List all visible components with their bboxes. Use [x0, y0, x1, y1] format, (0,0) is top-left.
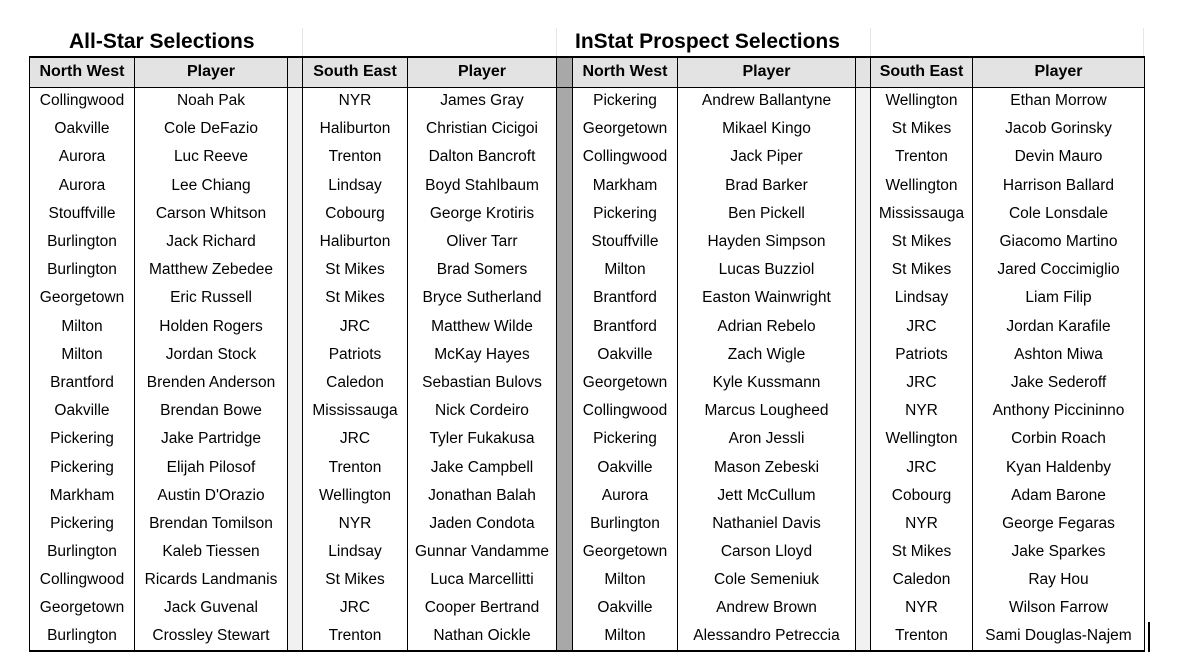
instat-team-cell: Oakville [573, 594, 678, 622]
instat-team-cell: JRC [871, 313, 973, 341]
all-star-player-cell: Brad Somers [408, 256, 557, 284]
spacer-column [288, 341, 303, 369]
section-divider [557, 172, 573, 200]
all-star-team-cell: Markham [30, 482, 135, 510]
instat-player-cell: Jordan Karafile [973, 313, 1145, 341]
all-star-player-cell: Holden Rogers [135, 313, 288, 341]
section-divider [557, 594, 573, 622]
all-star-player-cell: Crossley Stewart [135, 623, 288, 651]
instat-team-cell: Pickering [573, 425, 678, 453]
instat-player-cell: Kyle Kussmann [678, 369, 856, 397]
all-star-team-cell: NYR [303, 87, 408, 115]
section-divider [557, 228, 573, 256]
instat-team-cell: Markham [573, 172, 678, 200]
all-star-team-cell: Stouffville [30, 200, 135, 228]
table-row [30, 256, 1145, 284]
spacer-column [856, 115, 871, 143]
spacer-column [288, 256, 303, 284]
title-row [29, 28, 1144, 56]
instat-title: InStat Prospect Selections [575, 30, 840, 53]
column-header-south-east: South East [871, 57, 973, 87]
instat-player-cell: Andrew Ballantyne [678, 87, 856, 115]
spacer-column [288, 284, 303, 312]
table-row [30, 87, 1145, 115]
instat-team-cell: Trenton [871, 143, 973, 171]
all-star-team-cell: Oakville [30, 115, 135, 143]
cursor-mark [1148, 622, 1150, 652]
instat-player-cell: Aron Jessli [678, 425, 856, 453]
instat-player-cell: Liam Filip [973, 284, 1145, 312]
table-body [30, 87, 1145, 651]
instat-team-cell: Milton [573, 566, 678, 594]
instat-player-cell: Marcus Lougheed [678, 397, 856, 425]
title-cell-divider [302, 28, 303, 56]
spacer-column [856, 256, 871, 284]
table-row [30, 482, 1145, 510]
all-star-player-cell: Jack Richard [135, 228, 288, 256]
section-divider [557, 284, 573, 312]
instat-player-cell: Nathaniel Davis [678, 510, 856, 538]
all-star-player-cell: Jake Partridge [135, 425, 288, 453]
column-header-player: Player [408, 57, 557, 87]
all-star-team-cell: Patriots [303, 341, 408, 369]
table-row [30, 313, 1145, 341]
section-divider [557, 341, 573, 369]
spacer-column [856, 538, 871, 566]
section-divider [557, 313, 573, 341]
column-header-player: Player [678, 57, 856, 87]
instat-team-cell: Stouffville [573, 228, 678, 256]
all-star-team-cell: Mississauga [303, 397, 408, 425]
all-star-player-cell: Jordan Stock [135, 341, 288, 369]
all-star-player-cell: Luc Reeve [135, 143, 288, 171]
instat-team-cell: Mississauga [871, 200, 973, 228]
all-star-team-cell: Pickering [30, 425, 135, 453]
all-star-team-cell: JRC [303, 313, 408, 341]
all-star-team-cell: Wellington [303, 482, 408, 510]
table-row [30, 369, 1145, 397]
spacer-column [856, 200, 871, 228]
table-row [30, 538, 1145, 566]
all-star-player-cell: Carson Whitson [135, 200, 288, 228]
all-star-player-cell: Austin D'Orazio [135, 482, 288, 510]
all-star-team-cell: Burlington [30, 228, 135, 256]
all-star-team-cell: Lindsay [303, 538, 408, 566]
section-divider [557, 87, 573, 115]
instat-team-cell: St Mikes [871, 538, 973, 566]
all-star-player-cell: Noah Pak [135, 87, 288, 115]
table-row [30, 623, 1145, 651]
instat-player-cell: Andrew Brown [678, 594, 856, 622]
instat-team-cell: Aurora [573, 482, 678, 510]
all-star-team-cell: Aurora [30, 143, 135, 171]
spacer-column [288, 115, 303, 143]
title-cell-divider [870, 28, 871, 56]
all-star-player-cell: Christian Cicigoi [408, 115, 557, 143]
all-star-player-cell: Lee Chiang [135, 172, 288, 200]
all-star-team-cell: NYR [303, 510, 408, 538]
all-star-player-cell: Dalton Bancroft [408, 143, 557, 171]
all-star-team-cell: Burlington [30, 538, 135, 566]
instat-player-cell: Sami Douglas-Najem [973, 623, 1145, 651]
table-row [30, 566, 1145, 594]
instat-player-cell: Jared Coccimiglio [973, 256, 1145, 284]
all-star-player-cell: Brenden Anderson [135, 369, 288, 397]
spacer-column [856, 87, 871, 115]
spacer-column [288, 228, 303, 256]
spacer-column [288, 453, 303, 481]
all-star-team-cell: Pickering [30, 510, 135, 538]
table-row [30, 425, 1145, 453]
spacer-column [856, 397, 871, 425]
all-star-player-cell: Brendan Bowe [135, 397, 288, 425]
instat-team-cell: Lindsay [871, 284, 973, 312]
spacer-column [856, 57, 871, 87]
instat-team-cell: Georgetown [573, 538, 678, 566]
instat-team-cell: Wellington [871, 87, 973, 115]
spacer-column [288, 172, 303, 200]
spacer-column [856, 172, 871, 200]
section-divider [557, 397, 573, 425]
instat-player-cell: Mason Zebeski [678, 453, 856, 481]
title-cell-divider [1143, 28, 1144, 56]
spacer-column [856, 425, 871, 453]
column-header-north-west: North West [573, 57, 678, 87]
spacer-column [856, 228, 871, 256]
all-star-player-cell: Nick Cordeiro [408, 397, 557, 425]
all-star-player-cell: George Krotiris [408, 200, 557, 228]
spacer-column [856, 594, 871, 622]
instat-player-cell: Brad Barker [678, 172, 856, 200]
spacer-column [856, 453, 871, 481]
all-star-team-cell: Trenton [303, 623, 408, 651]
spacer-column [288, 510, 303, 538]
all-star-player-cell: Nathan Oickle [408, 623, 557, 651]
all-star-team-cell: Brantford [30, 369, 135, 397]
section-divider [557, 623, 573, 651]
spacer-column [288, 397, 303, 425]
instat-team-cell: JRC [871, 453, 973, 481]
instat-team-cell: Brantford [573, 313, 678, 341]
column-header-north-west: North West [30, 57, 135, 87]
instat-player-cell: Jack Piper [678, 143, 856, 171]
instat-player-cell: Anthony Piccininno [973, 397, 1145, 425]
all-star-player-cell: Gunnar Vandamme [408, 538, 557, 566]
section-divider [557, 425, 573, 453]
instat-player-cell: Wilson Farrow [973, 594, 1145, 622]
instat-team-cell: Collingwood [573, 143, 678, 171]
spacer-column [288, 566, 303, 594]
instat-team-cell: NYR [871, 510, 973, 538]
table-row [30, 200, 1145, 228]
all-star-team-cell: Pickering [30, 453, 135, 481]
instat-team-cell: Trenton [871, 623, 973, 651]
all-star-player-cell: Brendan Tomilson [135, 510, 288, 538]
instat-player-cell: Adam Barone [973, 482, 1145, 510]
instat-player-cell: Devin Mauro [973, 143, 1145, 171]
spacer-column [288, 200, 303, 228]
spacer-column [856, 510, 871, 538]
table-row [30, 115, 1145, 143]
column-header-player: Player [973, 57, 1145, 87]
all-star-player-cell: Cole DeFazio [135, 115, 288, 143]
all-star-player-cell: Jaden Condota [408, 510, 557, 538]
header-row [30, 57, 1145, 87]
all-star-player-cell: Kaleb Tiessen [135, 538, 288, 566]
instat-team-cell: Oakville [573, 453, 678, 481]
instat-team-cell: Collingwood [573, 397, 678, 425]
title-cell-divider [556, 28, 557, 56]
instat-player-cell: Adrian Rebelo [678, 313, 856, 341]
section-divider [557, 510, 573, 538]
section-divider [557, 115, 573, 143]
instat-team-cell: Brantford [573, 284, 678, 312]
table-row [30, 397, 1145, 425]
all-star-team-cell: Burlington [30, 256, 135, 284]
selections-table [29, 56, 1145, 652]
all-star-team-cell: Milton [30, 341, 135, 369]
spacer-column [288, 594, 303, 622]
instat-team-cell: St Mikes [871, 256, 973, 284]
all-star-team-cell: Haliburton [303, 115, 408, 143]
instat-team-cell: Patriots [871, 341, 973, 369]
table-row [30, 453, 1145, 481]
spacer-column [856, 341, 871, 369]
table-row [30, 510, 1145, 538]
all-star-team-cell: St Mikes [303, 256, 408, 284]
all-star-team-cell: Trenton [303, 453, 408, 481]
all-star-team-cell: Burlington [30, 623, 135, 651]
instat-team-cell: Georgetown [573, 369, 678, 397]
instat-player-cell: George Fegaras [973, 510, 1145, 538]
all-star-player-cell: Boyd Stahlbaum [408, 172, 557, 200]
table-row [30, 143, 1145, 171]
all-star-team-cell: Caledon [303, 369, 408, 397]
all-star-team-cell: Trenton [303, 143, 408, 171]
all-star-player-cell: Cooper Bertrand [408, 594, 557, 622]
instat-player-cell: Cole Lonsdale [973, 200, 1145, 228]
instat-team-cell: Cobourg [871, 482, 973, 510]
section-divider [557, 482, 573, 510]
instat-team-cell: JRC [871, 369, 973, 397]
all-star-player-cell: Matthew Wilde [408, 313, 557, 341]
instat-team-cell: Burlington [573, 510, 678, 538]
table-row [30, 341, 1145, 369]
all-star-team-cell: JRC [303, 594, 408, 622]
instat-player-cell: Kyan Haldenby [973, 453, 1145, 481]
all-star-player-cell: Bryce Sutherland [408, 284, 557, 312]
all-star-team-cell: Collingwood [30, 566, 135, 594]
all-star-team-cell: St Mikes [303, 284, 408, 312]
instat-player-cell: Jett McCullum [678, 482, 856, 510]
instat-player-cell: Jacob Gorinsky [973, 115, 1145, 143]
instat-player-cell: Ben Pickell [678, 200, 856, 228]
spacer-column [288, 313, 303, 341]
instat-player-cell: Jake Sederoff [973, 369, 1145, 397]
spacer-column [856, 369, 871, 397]
all-star-player-cell: Sebastian Bulovs [408, 369, 557, 397]
spacer-column [856, 284, 871, 312]
section-divider [557, 200, 573, 228]
all-star-player-cell: Jack Guvenal [135, 594, 288, 622]
instat-team-cell: NYR [871, 397, 973, 425]
all-star-team-cell: JRC [303, 425, 408, 453]
all-star-player-cell: Oliver Tarr [408, 228, 557, 256]
instat-team-cell: Wellington [871, 172, 973, 200]
instat-team-cell: NYR [871, 594, 973, 622]
spacer-column [288, 87, 303, 115]
instat-player-cell: Mikael Kingo [678, 115, 856, 143]
spacer-column [288, 143, 303, 171]
spacer-column [288, 623, 303, 651]
instat-team-cell: Pickering [573, 87, 678, 115]
table-row [30, 594, 1145, 622]
instat-player-cell: Zach Wigle [678, 341, 856, 369]
section-divider [557, 566, 573, 594]
spacer-column [856, 313, 871, 341]
instat-player-cell: Ashton Miwa [973, 341, 1145, 369]
instat-team-cell: Caledon [871, 566, 973, 594]
instat-team-cell: Pickering [573, 200, 678, 228]
instat-player-cell: Harrison Ballard [973, 172, 1145, 200]
instat-player-cell: Giacomo Martino [973, 228, 1145, 256]
spacer-column [288, 57, 303, 87]
instat-team-cell: Georgetown [573, 115, 678, 143]
selections-sheet [29, 28, 1145, 652]
section-divider [557, 453, 573, 481]
all-star-team-cell: Lindsay [303, 172, 408, 200]
all-star-player-cell: McKay Hayes [408, 341, 557, 369]
all-star-player-cell: Ricards Landmanis [135, 566, 288, 594]
instat-team-cell: Oakville [573, 341, 678, 369]
table-row [30, 228, 1145, 256]
all-star-team-cell: Georgetown [30, 284, 135, 312]
instat-player-cell: Lucas Buzziol [678, 256, 856, 284]
all-star-player-cell: Elijah Pilosof [135, 453, 288, 481]
all-star-team-cell: Cobourg [303, 200, 408, 228]
instat-team-cell: Milton [573, 256, 678, 284]
all-star-team-cell: Haliburton [303, 228, 408, 256]
spacer-column [288, 538, 303, 566]
instat-player-cell: Carson Lloyd [678, 538, 856, 566]
all-star-player-cell: Jonathan Balah [408, 482, 557, 510]
all-star-player-cell: Eric Russell [135, 284, 288, 312]
all-star-player-cell: Luca Marcellitti [408, 566, 557, 594]
instat-team-cell: St Mikes [871, 115, 973, 143]
spacer-column [856, 566, 871, 594]
table-row [30, 284, 1145, 312]
spacer-column [288, 369, 303, 397]
all-star-team-cell: Oakville [30, 397, 135, 425]
all-star-team-cell: Milton [30, 313, 135, 341]
instat-team-cell: Milton [573, 623, 678, 651]
instat-player-cell: Ethan Morrow [973, 87, 1145, 115]
all-star-player-cell: Tyler Fukakusa [408, 425, 557, 453]
instat-team-cell: St Mikes [871, 228, 973, 256]
section-divider [557, 538, 573, 566]
all-star-player-cell: James Gray [408, 87, 557, 115]
column-header-player: Player [135, 57, 288, 87]
section-divider [557, 256, 573, 284]
spacer-column [856, 143, 871, 171]
instat-player-cell: Alessandro Petreccia [678, 623, 856, 651]
instat-player-cell: Cole Semeniuk [678, 566, 856, 594]
spacer-column [288, 425, 303, 453]
all-star-team-cell: St Mikes [303, 566, 408, 594]
section-divider [557, 57, 573, 87]
instat-player-cell: Hayden Simpson [678, 228, 856, 256]
all-star-player-cell: Jake Campbell [408, 453, 557, 481]
all-star-team-cell: Aurora [30, 172, 135, 200]
all-star-player-cell: Matthew Zebedee [135, 256, 288, 284]
instat-player-cell: Jake Sparkes [973, 538, 1145, 566]
section-divider [557, 143, 573, 171]
spacer-column [856, 623, 871, 651]
instat-team-cell: Wellington [871, 425, 973, 453]
instat-player-cell: Corbin Roach [973, 425, 1145, 453]
instat-player-cell: Easton Wainwright [678, 284, 856, 312]
spacer-column [288, 482, 303, 510]
column-header-south-east: South East [303, 57, 408, 87]
spacer-column [856, 482, 871, 510]
all-star-title: All-Star Selections [69, 30, 255, 53]
table-row [30, 172, 1145, 200]
all-star-team-cell: Collingwood [30, 87, 135, 115]
section-divider [557, 369, 573, 397]
all-star-team-cell: Georgetown [30, 594, 135, 622]
instat-player-cell: Ray Hou [973, 566, 1145, 594]
